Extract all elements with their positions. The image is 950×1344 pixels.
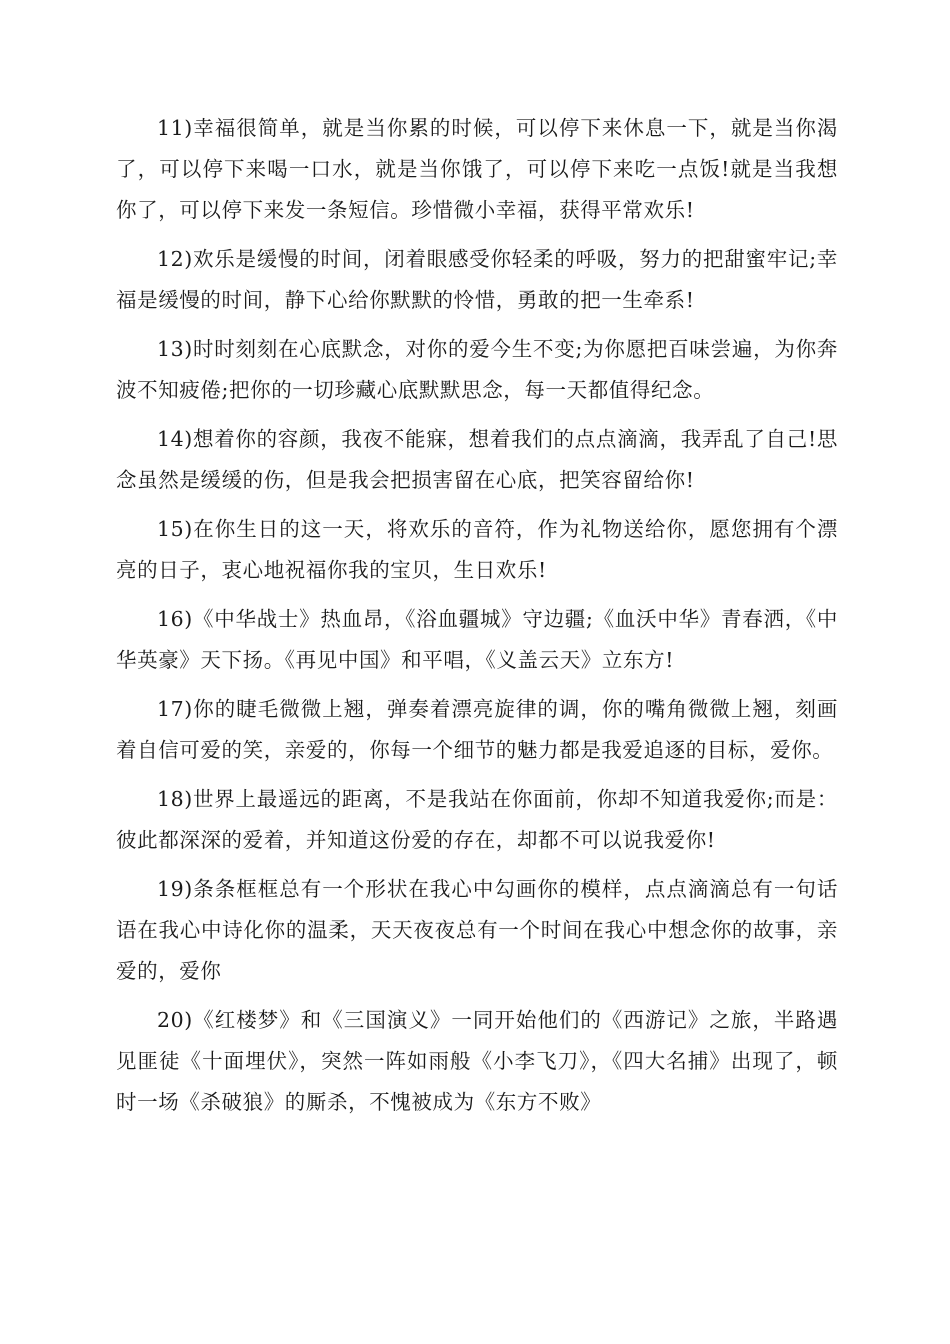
paragraph-11: 11)幸福很简单，就是当你累的时候，可以停下来休息一下，就是当你渴了，可以停下来喝一口水，就是当你饿了，可以停下来吃一点饭!就是当我想你了，可以停下来发一条短信。珍惜微小幸福，获得平常欢乐! [116,116,838,222]
paragraph-16: 16)《中华战士》热血昂，《浴血疆城》守边疆;《血沃中华》青春洒，《中华英豪》天下扬。《再见中国》和平唱，《义盖云天》立东方! [116,607,838,672]
document-body [116,108,838,1131]
paragraph-13: 13)时时刻刻在心底默念，对你的爱今生不变;为你愿把百味尝遍，为你奔波不知疲倦;把你的一切珍藏心底默默思念，每一天都值得纪念。 [116,337,838,402]
paragraph-12: 12)欢乐是缓慢的时间，闭着眼感受你轻柔的呼吸，努力的把甜蜜牢记;幸福是缓慢的时间，静下心给你默默的怜惜，勇敢的把一生牵系! [116,247,838,312]
paragraph-20: 20)《红楼梦》和《三国演义》一同开始他们的《西游记》之旅，半路遇见匪徒《十面埋伏》，突然一阵如雨般《小李飞刀》，《四大名捕》出现了，顿时一场《杀破狼》的厮杀，不愧被成为《东方不败》 [116,1008,838,1114]
paragraph-18: 18)世界上最遥远的距离，不是我站在你面前，你却不知道我爱你;而是：彼此都深深的爱着，并知道这份爱的存在，却都不可以说我爱你! [116,787,838,852]
paragraph-15: 15)在你生日的这一天，将欢乐的音符，作为礼物送给你，愿您拥有个漂亮的日子，衷心地祝福你我的宝贝，生日欢乐! [116,517,838,582]
paragraph-19: 19)条条框框总有一个形状在我心中勾画你的模样，点点滴滴总有一句话语在我心中诗化你的温柔，天天夜夜总有一个时间在我心中想念你的故事，亲爱的，爱你 [116,877,838,983]
paragraph-17: 17)你的睫毛微微上翘，弹奏着漂亮旋律的调，你的嘴角微微上翘，刻画着自信可爱的笑，亲爱的，你每一个细节的魅力都是我爱追逐的目标，爱你。 [116,697,838,762]
paragraph-14: 14)想着你的容颜，我夜不能寐，想着我们的点点滴滴，我弄乱了自己!思念虽然是缓缓的伤，但是我会把损害留在心底，把笑容留给你! [116,427,838,492]
